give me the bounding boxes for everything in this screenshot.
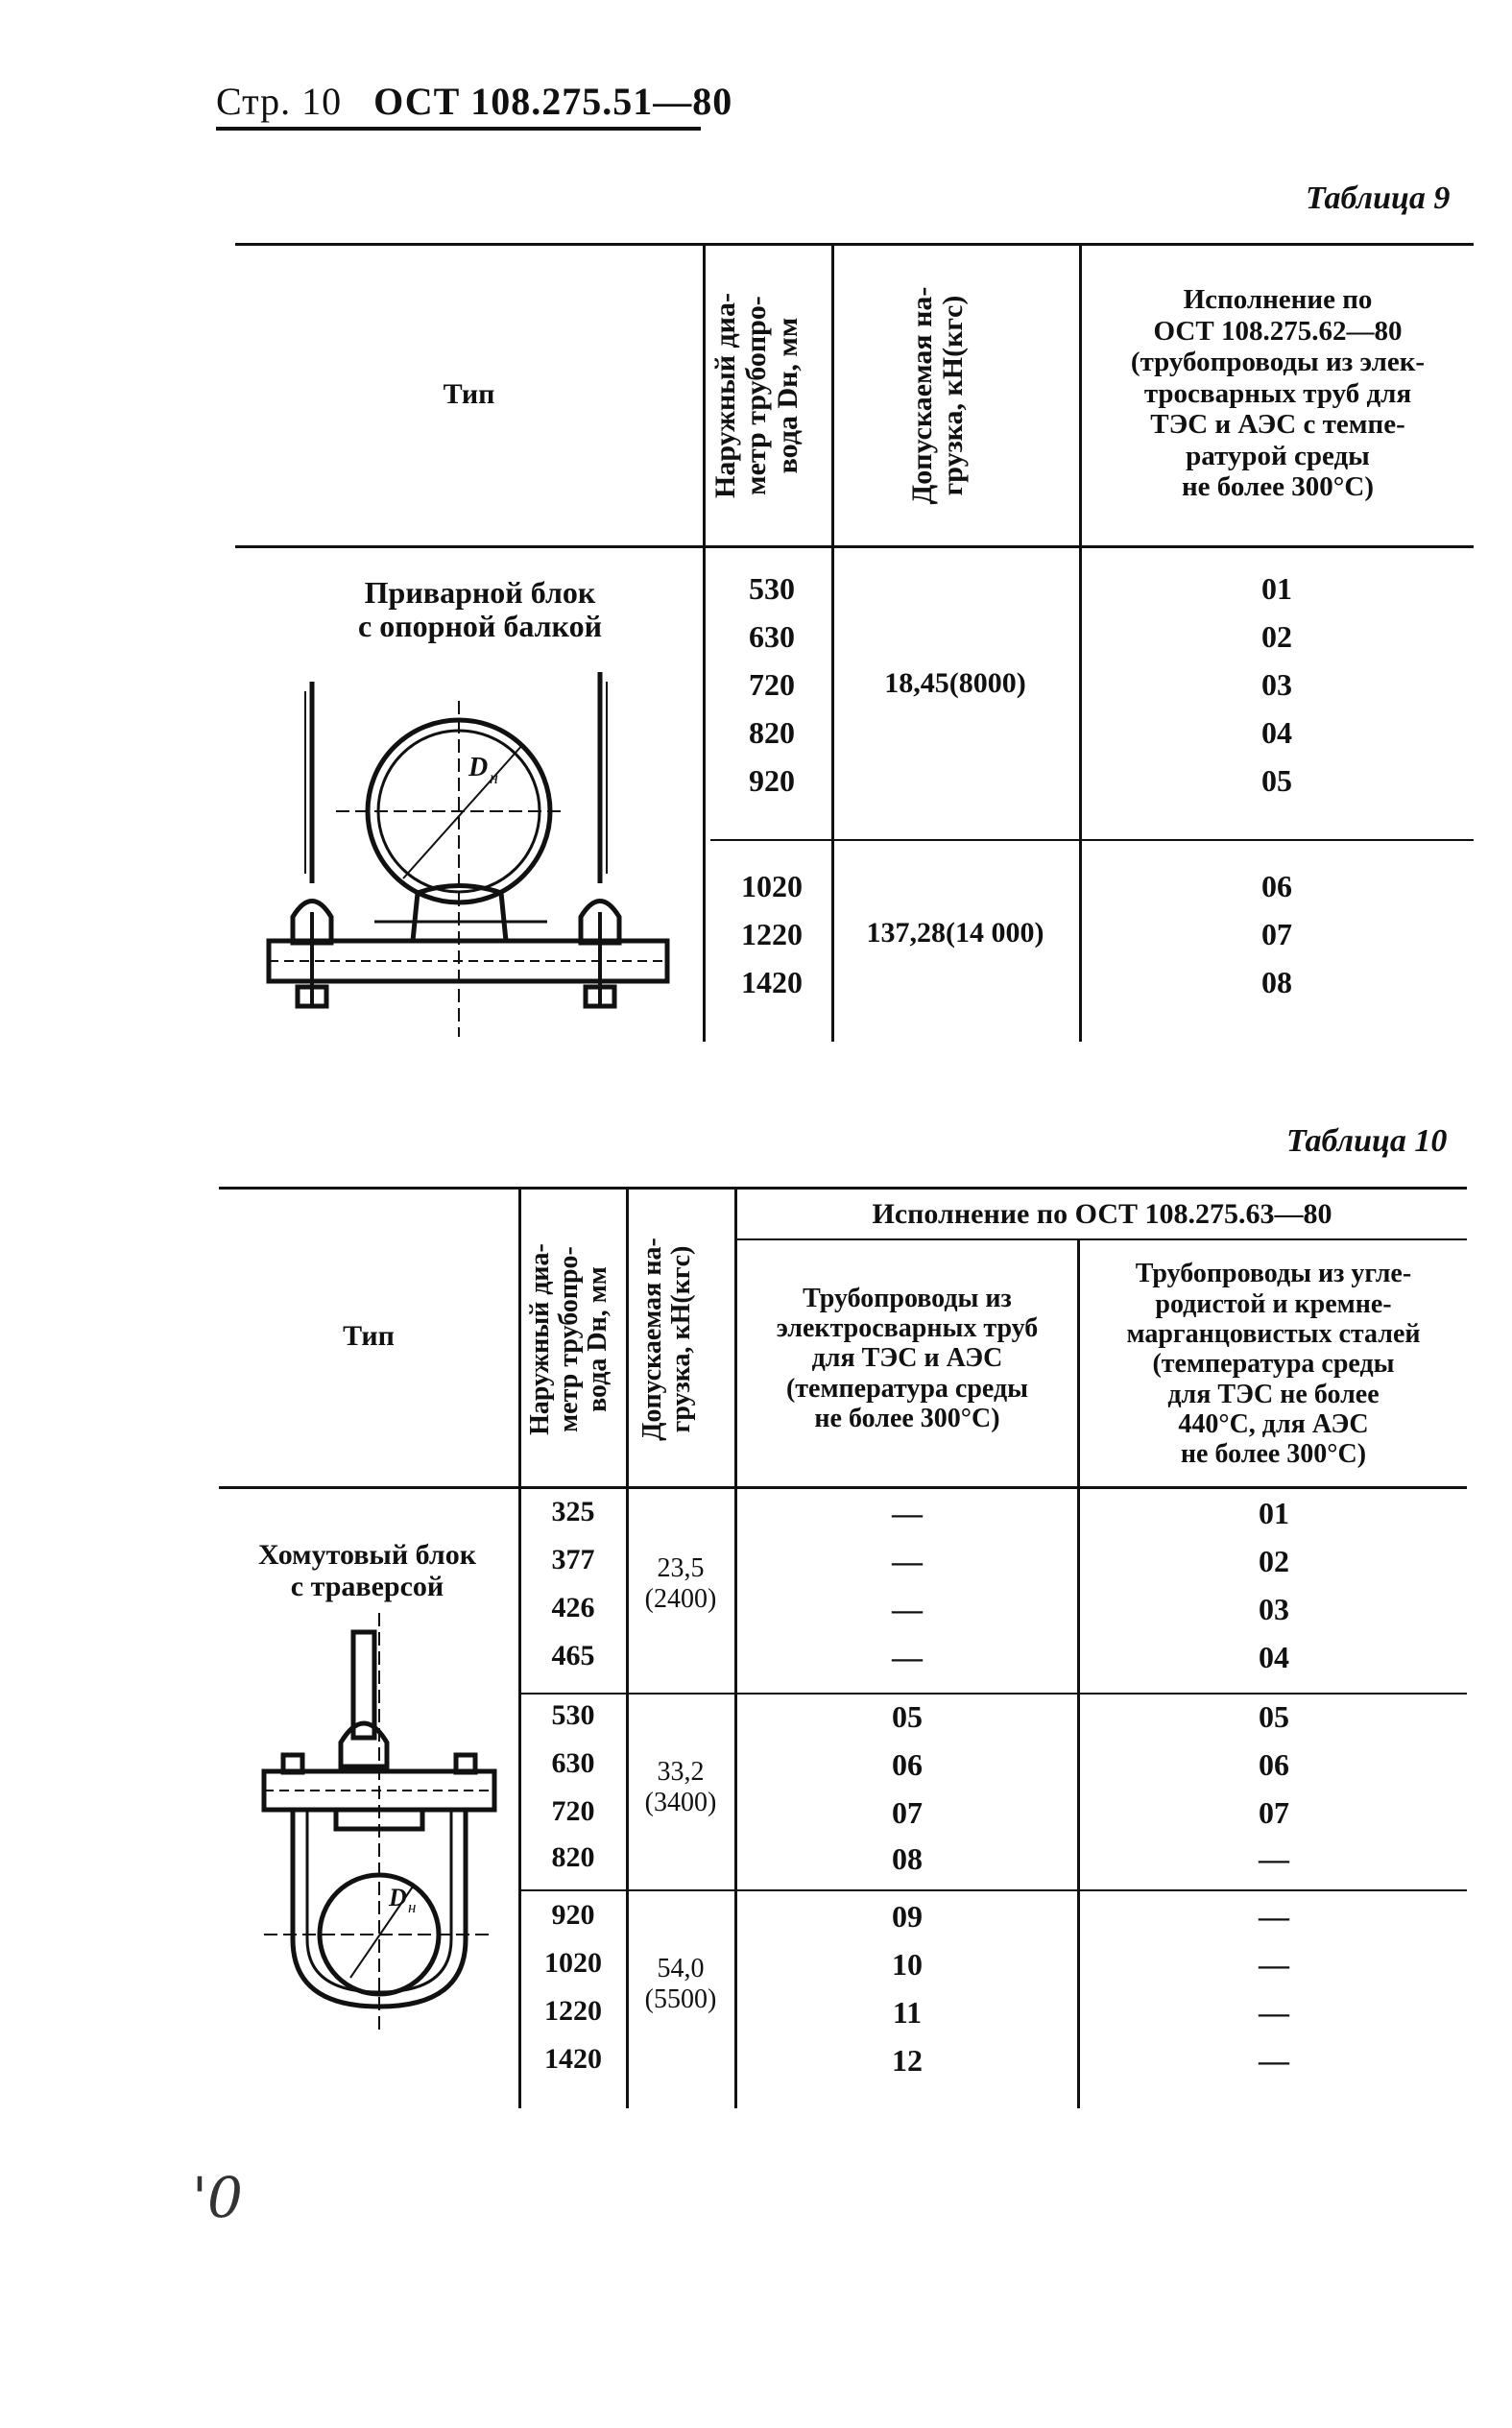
t10-d-530: 530 — [551, 1699, 595, 1731]
t9-d-1020: 1020 — [741, 869, 803, 903]
t9-d-1220: 1220 — [741, 917, 803, 951]
table9-col-type: Тип — [443, 377, 495, 410]
t9-d-720: 720 — [749, 667, 795, 702]
table10-col-diameter: Наружный диа- метр трубопро- вода Dн, мм — [525, 1243, 613, 1435]
svg-text:D: D — [389, 1884, 407, 1911]
svg-text:D: D — [468, 753, 489, 782]
t10-a-07: 07 — [892, 1795, 923, 1830]
t10-b-02: 02 — [1259, 1544, 1289, 1578]
t9-e-08: 08 — [1261, 965, 1292, 999]
table9-group-rule — [710, 839, 1474, 841]
table9-col-load: Допускаемая на- грузка, кН(кгс) — [906, 286, 970, 505]
table10-col-exec-b: Трубопроводы из угле- родистой и кремне- марганцовистых сталей (температура среды для ТЭС не более 440°С, для АЭС не более 300°С) — [1126, 1259, 1421, 1470]
t10-b-5: — — [1259, 1841, 1289, 1876]
t10-d-1020: 1020 — [544, 1947, 602, 1979]
svg-text:н: н — [408, 1898, 417, 1916]
header-underline — [216, 127, 701, 131]
t10-b-03: 03 — [1259, 1592, 1289, 1626]
table10-vline-1 — [518, 1187, 521, 2108]
t10-a-06: 06 — [892, 1747, 923, 1782]
t9-load-1: 18,45(8000) — [884, 667, 1026, 699]
table9-vline-2 — [831, 243, 834, 1042]
t9-e-07: 07 — [1261, 917, 1292, 951]
table10-col-exec-a: Трубопроводы из электросварных труб для ТЭС и АЭС (температура среды не более 300°С) — [776, 1283, 1039, 1434]
t10-a-12: 12 — [892, 2043, 923, 2078]
t10-b-8: — — [1259, 1995, 1289, 2030]
handwritten-mark: '0 — [192, 2165, 243, 2230]
welded-block-drawing — [259, 662, 682, 1046]
table10-caption: Таблица 10 — [1286, 1123, 1448, 1159]
t10-load-2: 33,2 (3400) — [644, 1757, 717, 1817]
t9-e-04: 04 — [1261, 715, 1292, 750]
t10-a-2: — — [892, 1544, 923, 1578]
t10-b-07: 07 — [1259, 1795, 1289, 1830]
t10-a-3: — — [892, 1592, 923, 1626]
t10-a-09: 09 — [892, 1899, 923, 1934]
table9-vline-1 — [703, 243, 706, 1042]
table10-type-name: Хомутовый блок с траверсой — [258, 1539, 476, 1602]
t10-d-426: 426 — [551, 1592, 595, 1623]
t10-b-9: — — [1259, 2043, 1289, 2078]
table9-col-execution: Исполнение по ОСТ 108.275.62—80 (трубопроводы из элек- тросварных труб для ТЭС и АЭС с темпе- ратурой среды не более 300°С) — [1130, 284, 1426, 503]
t9-e-01: 01 — [1261, 571, 1292, 606]
table10-col-type: Тип — [343, 1320, 395, 1353]
t10-load-1: 23,5 (2400) — [644, 1553, 717, 1614]
page-number: Стр. 10 — [216, 80, 343, 123]
t10-d-377: 377 — [551, 1544, 595, 1575]
t10-a-08: 08 — [892, 1841, 923, 1876]
table10-exec-rule — [737, 1238, 1467, 1240]
t10-a-1: — — [892, 1496, 923, 1530]
t9-d-1420: 1420 — [741, 965, 803, 999]
t9-d-530: 530 — [749, 571, 795, 606]
t10-d-720: 720 — [551, 1795, 595, 1827]
t10-a-05: 05 — [892, 1699, 923, 1734]
t10-d-1220: 1220 — [544, 1995, 602, 2027]
table10-group-rule-1 — [521, 1693, 1467, 1695]
t10-d-325: 325 — [551, 1496, 595, 1527]
table9-caption: Таблица 9 — [1306, 180, 1451, 216]
t10-d-465: 465 — [551, 1640, 595, 1671]
t9-d-820: 820 — [749, 715, 795, 750]
t10-a-11: 11 — [892, 1995, 923, 2030]
t9-e-05: 05 — [1261, 763, 1292, 798]
t9-d-920: 920 — [749, 763, 795, 798]
t10-d-820: 820 — [551, 1841, 595, 1873]
t10-b-06: 06 — [1259, 1747, 1289, 1782]
t10-b-05: 05 — [1259, 1699, 1289, 1734]
t10-d-1420: 1420 — [544, 2043, 602, 2075]
table10-group-rule-2 — [521, 1889, 1467, 1891]
t9-e-06: 06 — [1261, 869, 1292, 903]
table9-type-name: Приварной блок с опорной балкой — [358, 575, 602, 644]
table10-vline-2 — [626, 1187, 629, 2108]
table10-col-load: Допускаемая на- грузка, кН(кгс) — [637, 1238, 697, 1441]
table10-col-execution: Исполнение по ОСТ 108.275.63—80 — [872, 1198, 1332, 1231]
table10-header-rule — [219, 1486, 1467, 1489]
t9-load-2: 137,28(14 000) — [866, 917, 1044, 949]
t9-e-03: 03 — [1261, 667, 1292, 702]
table9-col-diameter: Наружный диа- метр трубопро- вода Dн, мм — [709, 293, 804, 498]
t10-a-4: — — [892, 1640, 923, 1674]
t10-d-920: 920 — [551, 1899, 595, 1931]
t10-d-630: 630 — [551, 1747, 595, 1779]
t10-b-04: 04 — [1259, 1640, 1289, 1674]
t10-a-10: 10 — [892, 1947, 923, 1982]
svg-text:н: н — [490, 768, 498, 787]
t10-b-01: 01 — [1259, 1496, 1289, 1530]
clamp-block-drawing — [245, 1613, 514, 2035]
t10-b-6: — — [1259, 1899, 1289, 1934]
t9-d-630: 630 — [749, 619, 795, 654]
standard-number: ОСТ 108.275.51—80 — [373, 80, 733, 123]
t10-b-7: — — [1259, 1947, 1289, 1982]
t9-e-02: 02 — [1261, 619, 1292, 654]
table9-header-rule — [235, 545, 1474, 548]
t10-load-3: 54,0 (5500) — [644, 1954, 717, 2014]
page-header — [216, 79, 732, 124]
